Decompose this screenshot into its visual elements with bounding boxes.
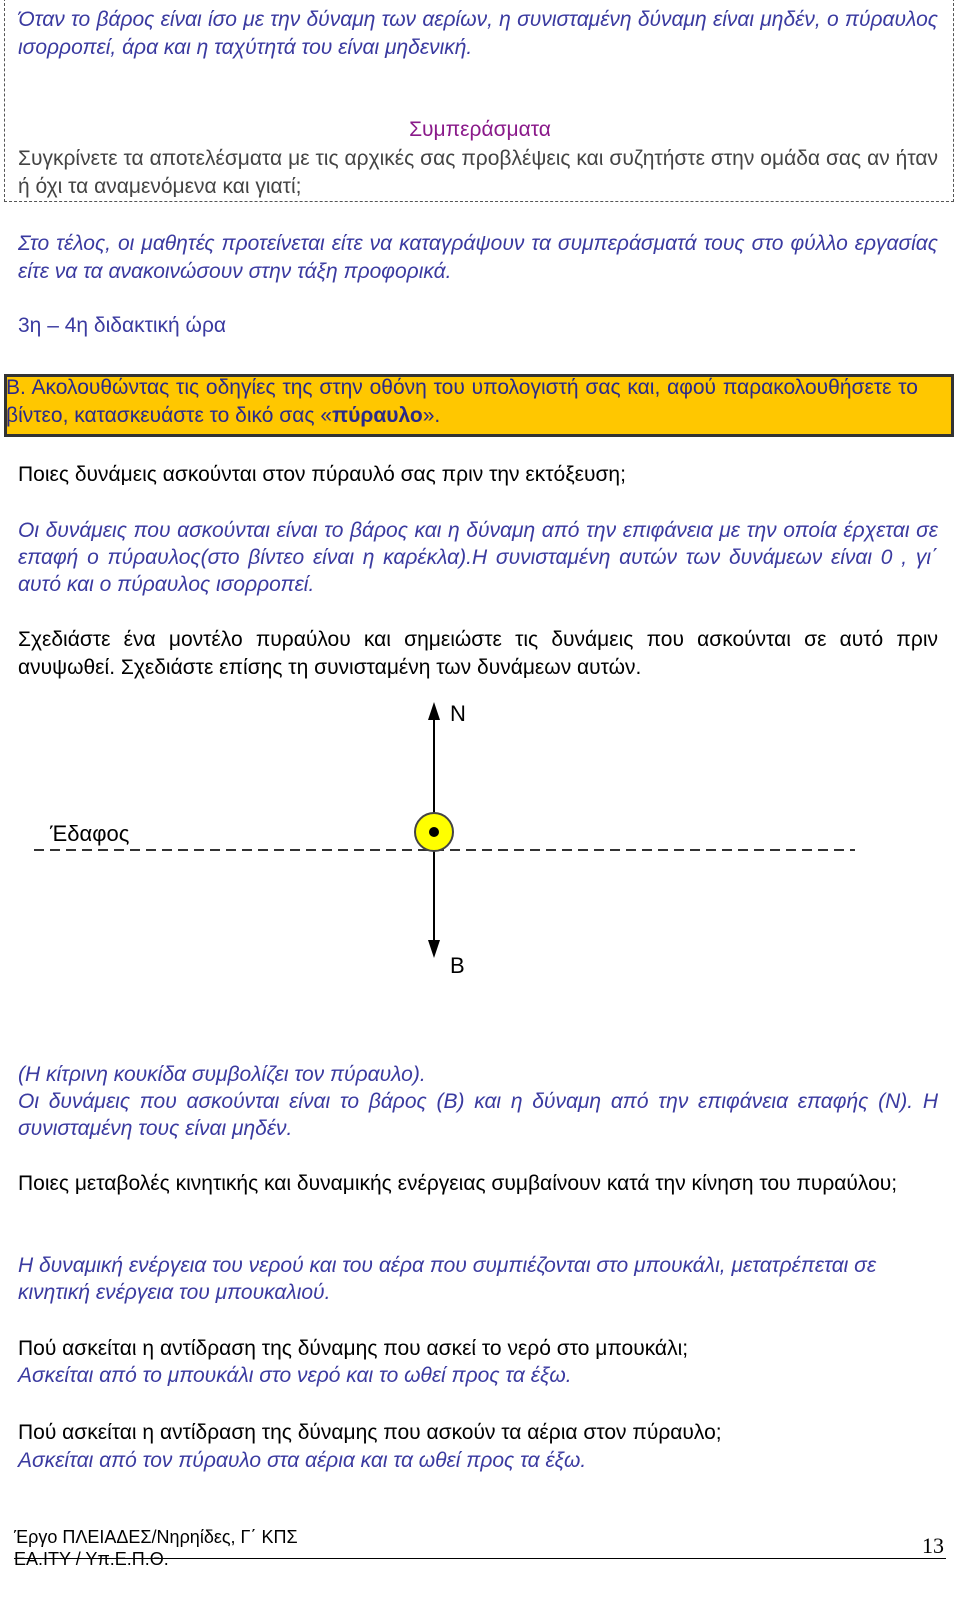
- question-2: Σχεδιάστε ένα μοντέλο πυραύλου και σημειώστε τις δυνάμεις που ασκούνται σε αυτό πριν ανυψωθεί. Σχεδιάστε επίσης τη συνισταμένη των δυνάμεων αυτών.: [18, 628, 938, 679]
- intro-text: Όταν το βάρος είναι ίσο με την δύναμη των αερίων, η συνισταμένη δύναμη είναι μηδέν, ο πύραυλος ισορροπεί, άρα και η ταχύτητά του είναι μηδενική.: [18, 8, 938, 59]
- answer-1: Οι δυνάμεις που ασκούνται είναι το βάρος και η δύναμη από την επιφάνεια με την οποία έρχεται σε επαφή ο πύραυλος(στο βίντεο είναι η καρέκλα).Η συνισταμένη αυτών των δυνάμεων είναι 0 , γι΄ αυτό και ο πύραυλος ισορροπεί.: [18, 519, 938, 596]
- normal-force-arrowhead: [428, 702, 440, 720]
- conclusions-title: Συμπεράσματα: [409, 118, 551, 141]
- answer-2-line1: (Η κίτρινη κουκίδα συμβολίζει τον πύραυλο).: [18, 1063, 426, 1086]
- task-b-main: Β. Ακολουθώντας τις οδηγίες της στην οθόνη του υπολογιστή σας και, αφού παρακολουθήσετε το βίντεο, κατασκευάστε το δικό σας «: [6, 376, 918, 427]
- page-number: 13: [922, 1533, 944, 1558]
- answer-4: Ασκείται από το μπουκάλι στο νερό και το ωθεί προς τα έξω.: [18, 1364, 572, 1387]
- answer-2-line2: Οι δυνάμεις που ασκούνται είναι το βάρος (Β) και η δύναμη από την επιφάνεια επαφής (Ν). Η συνισταμένη τους είναι μηδέν.: [18, 1090, 938, 1140]
- task-b-bold: πύραυλο: [332, 404, 423, 427]
- final-note: Στο τέλος, οι μαθητές προτείνεται είτε να καταγράψουν τα συμπεράσματά τους στο φύλλο εργασίας είτε να τα ανακοινώσουν στην τάξη προφορικά.: [18, 232, 938, 283]
- question-5: Πού ασκείται η αντίδραση της δύναμης που ασκούν τα αέρια στον πύραυλο;: [18, 1421, 722, 1444]
- task-b-text: [6, 374, 918, 430]
- footer-line-2: ΕΑ.ΙΤΥ / Υπ.Ε.Π.Θ.: [14, 1549, 169, 1569]
- footer-line-1: Έργο ΠΛΕΙΑΔΕΣ/Νηρηίδες, Γ΄ ΚΠΣ: [14, 1527, 298, 1547]
- label-b: B: [450, 953, 465, 978]
- ground-label: Έδαφος: [50, 821, 130, 846]
- question-4: Πού ασκείται η αντίδραση της δύναμης που ασκεί το νερό στο μπουκάλι;: [18, 1337, 689, 1360]
- task-b-end: ».: [422, 404, 441, 427]
- label-n: N: [450, 701, 466, 726]
- weight-force-arrowhead: [428, 940, 440, 958]
- question-3: Ποιες μεταβολές κινητικής και δυναμικής ενέργειας συμβαίνουν κατά την κίνηση του πυραύλου;: [18, 1172, 898, 1195]
- rocket-center: [429, 827, 439, 837]
- lesson-hours: 3η – 4η διδακτική ώρα: [18, 314, 227, 337]
- answer-5: Ασκείται από τον πύραυλο στα αέρια και τα ωθεί προς τα έξω.: [18, 1449, 587, 1472]
- answer-3: Η δυναμική ενέργεια του νερού και του αέρα που συμπιέζονται στο μπουκάλι, μετατρέπεται σε κινητική ενέργεια του μπουκαλιού.: [18, 1254, 877, 1304]
- question-1: Ποιες δυνάμεις ασκούνται στον πύραυλό σας πριν την εκτόξευση;: [18, 463, 626, 486]
- conclusions-text: Συγκρίνετε τα αποτελέσματα με τις αρχικές σας προβλέψεις και συζητήστε στην ομάδα σας αν ήταν ή όχι τα αναμενόμενα και γιατί;: [18, 147, 938, 198]
- force-diagram: [0, 690, 960, 1030]
